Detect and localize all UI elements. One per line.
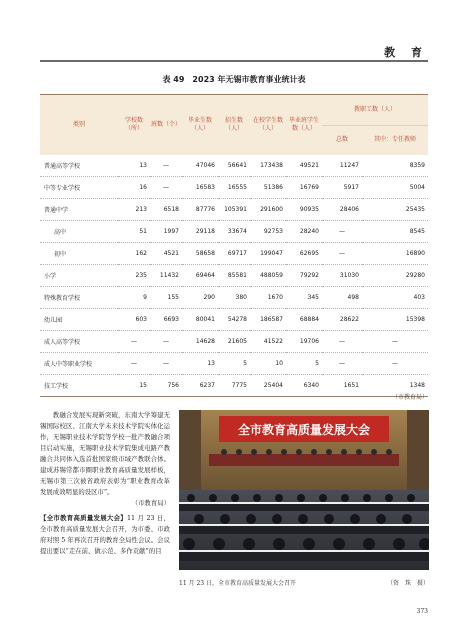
table-cell: — — [163, 338, 169, 345]
table-cell: 6693 — [163, 316, 179, 323]
table-row — [40, 265, 428, 287]
table-cell: 10 — [275, 360, 283, 367]
table-cell: — — [339, 360, 345, 367]
photo-caption — [179, 578, 429, 587]
table-cell: 105391 — [224, 206, 247, 213]
paragraph-1: 教融合发展实现新突破，东南大学筹建无锡国际校区、江南大学未来技术学院实体化运作，无锡职业技术学院等学校一批产教融合项目启动实施，无锡职业技术学院集成电路产教融合共同体入选首批国家级市域产教联合体。建成苏锡常都市圈职业教育高质量发展样板，无锡市第三次被省政府表彰为“职业教育改革发展成效明显的设区市”。 — [40, 411, 170, 496]
header-schools: 学校数（所） — [118, 95, 150, 156]
header-enrollment: 招生数（人） — [218, 95, 250, 156]
table-cell: 51386 — [263, 184, 283, 191]
table-cell: 186587 — [260, 316, 283, 323]
table-cell: 28240 — [299, 228, 319, 235]
table-cell: — — [339, 338, 345, 345]
table-cell: 21605 — [227, 338, 247, 345]
photo-credit: （资 珠 摄） — [386, 580, 429, 587]
table-cell: — — [163, 162, 169, 169]
table-cell: 290 — [203, 294, 215, 301]
table-cell: 213 — [135, 206, 147, 213]
header-in-school: 在校学生数（人） — [250, 95, 286, 156]
header-category: 类别 — [40, 95, 118, 156]
row-label: 高中 — [54, 229, 67, 236]
row-label: 特殊教育学校 — [44, 295, 81, 302]
table-cell: — — [131, 360, 137, 367]
table-cell: 79292 — [299, 272, 319, 279]
conference-photo-illustration — [179, 410, 429, 570]
table-row — [40, 353, 428, 375]
table-cell: 1670 — [267, 294, 283, 301]
table-cell: 25435 — [405, 206, 425, 213]
table-row — [40, 331, 428, 353]
table-cell: 173438 — [260, 162, 283, 169]
table-row — [40, 221, 428, 243]
table-cell: 28622 — [339, 316, 359, 323]
table-cell: 6340 — [303, 382, 319, 389]
row-label: 小学 — [44, 273, 57, 280]
table-cell: 403 — [413, 294, 425, 301]
table-cell: 16890 — [405, 250, 425, 257]
table-cell: 15 — [139, 382, 147, 389]
table-cell: 488059 — [260, 272, 283, 279]
header-staff-total: 总数 — [322, 125, 362, 155]
table-cell: 291600 — [260, 206, 283, 213]
table-cell: 199047 — [260, 250, 283, 257]
table-cell: 162 — [135, 250, 147, 257]
table-cell: 29280 — [405, 272, 425, 279]
table-cell: 69717 — [227, 250, 247, 257]
row-label: 普通中学 — [44, 207, 69, 214]
table-cell: 62695 — [299, 250, 319, 257]
row-label: 普通高等学校 — [44, 163, 81, 170]
table-cell: 69464 — [195, 272, 215, 279]
table-row — [40, 177, 428, 199]
header-graduates: 毕业生数（人） — [182, 95, 218, 156]
table-cell: 16583 — [195, 184, 215, 191]
row-label: 成人高等学校 — [44, 339, 81, 346]
table-cell: 5 — [315, 360, 319, 367]
table-cell: 19706 — [299, 338, 319, 345]
table-body — [40, 155, 428, 397]
header-classes: 班数（个） — [150, 95, 182, 156]
table-source: （市教育局） — [391, 394, 428, 401]
education-stats-table — [40, 94, 428, 397]
table-cell: 13 — [139, 162, 147, 169]
table-cell: 6237 — [199, 382, 215, 389]
table-cell: 29118 — [195, 228, 215, 235]
table-row — [40, 199, 428, 221]
table-cell: — — [131, 338, 137, 345]
table-row — [40, 243, 428, 265]
table-cell: — — [339, 228, 345, 235]
table-cell: 756 — [167, 382, 179, 389]
table-cell: 155 — [167, 294, 179, 301]
table-row — [40, 375, 428, 397]
table-cell: 13 — [207, 360, 215, 367]
table-cell: 5004 — [409, 184, 425, 191]
table-cell: 51 — [139, 228, 147, 235]
table-cell: — — [392, 338, 398, 345]
table-cell: 498 — [347, 294, 359, 301]
table-cell: 1348 — [409, 382, 425, 389]
table-cell: 345 — [307, 294, 319, 301]
row-label: 初中 — [54, 251, 67, 258]
table-cell: 5917 — [343, 184, 359, 191]
table-cell: 47046 — [195, 162, 215, 169]
table-cell: 87776 — [195, 206, 215, 213]
paragraph-2-lead: 【全市教育高质量发展大会】 — [40, 514, 127, 522]
table-cell: 7775 — [231, 382, 247, 389]
header-grad-students: 毕业班学生数（人） — [286, 95, 322, 156]
table-cell: 1997 — [163, 228, 179, 235]
table-cell: 92753 — [263, 228, 283, 235]
paragraph-2-body: 11 月 23 日，全市教育高质量发展大会召开，为市委、市政府对照 5 年再次召开的教育全局性会议。会议提出要以“走在前、做示范、多作贡献”的目 — [40, 514, 171, 555]
table-row — [40, 309, 428, 331]
row-label: 成人中等职业学校 — [44, 361, 93, 368]
table-cell: 68884 — [299, 316, 319, 323]
table-cell: 58658 — [195, 250, 215, 257]
table-cell: 4521 — [163, 250, 179, 257]
table-cell: 49521 — [299, 162, 319, 169]
table-cell: 8359 — [409, 162, 425, 169]
table-cell: 28406 — [339, 206, 359, 213]
table-cell: 603 — [135, 316, 147, 323]
table-cell: 90935 — [299, 206, 319, 213]
section-title: 教 育 — [384, 46, 428, 59]
table-cell: 380 — [235, 294, 247, 301]
article-text — [40, 410, 170, 557]
table-cell: 8545 — [409, 228, 425, 235]
row-label: 技工学校 — [44, 383, 69, 390]
table-cell: 41522 — [263, 338, 283, 345]
table-cell: 235 — [135, 272, 147, 279]
table-cell: 11432 — [159, 272, 179, 279]
header-staff-teachers: 其中：专任教师 — [362, 125, 428, 155]
table-row — [40, 155, 428, 177]
table-cell: — — [163, 360, 169, 367]
table-cell: — — [163, 184, 169, 191]
table-cell: 56641 — [227, 162, 247, 169]
table-cell: 16 — [139, 184, 147, 191]
table-cell: 16769 — [299, 184, 319, 191]
table-cell: 11247 — [339, 162, 359, 169]
table-cell: 31030 — [339, 272, 359, 279]
row-label: 中等专业学校 — [44, 185, 81, 192]
page-number: 373 — [416, 608, 428, 615]
table-cell: 14628 — [195, 338, 215, 345]
table-cell: 6518 — [163, 206, 179, 213]
table-cell: 9 — [143, 294, 147, 301]
page-header — [0, 0, 468, 66]
table-cell: 16555 — [227, 184, 247, 191]
table-cell: 5 — [243, 360, 247, 367]
table-title: 表 49 2023 年无锡市教育事业统计表 — [162, 75, 306, 84]
table-cell: 85581 — [227, 272, 247, 279]
table-cell: 80041 — [195, 316, 215, 323]
header-rule — [40, 60, 428, 62]
row-label: 幼儿园 — [44, 317, 63, 324]
conference-photo — [179, 410, 429, 570]
paragraph-2 — [40, 513, 170, 557]
table-cell: — — [339, 250, 345, 257]
table-cell: 33674 — [227, 228, 247, 235]
table-cell: 25404 — [263, 382, 283, 389]
table-cell: — — [392, 360, 398, 367]
paragraph-1-source: （市教育局） — [131, 499, 170, 507]
header-staff-group: 教职工数（人） — [322, 95, 428, 126]
photo-banner-text: 全市教育高质量发展大会 — [237, 423, 371, 437]
table-row — [40, 287, 428, 309]
table-cell: 54278 — [227, 316, 247, 323]
table-cell: 15398 — [405, 316, 425, 323]
photo-caption-text: 11 月 23 日，全市教育高质量发展大会召开 — [179, 580, 296, 587]
table-cell: 1651 — [343, 382, 359, 389]
